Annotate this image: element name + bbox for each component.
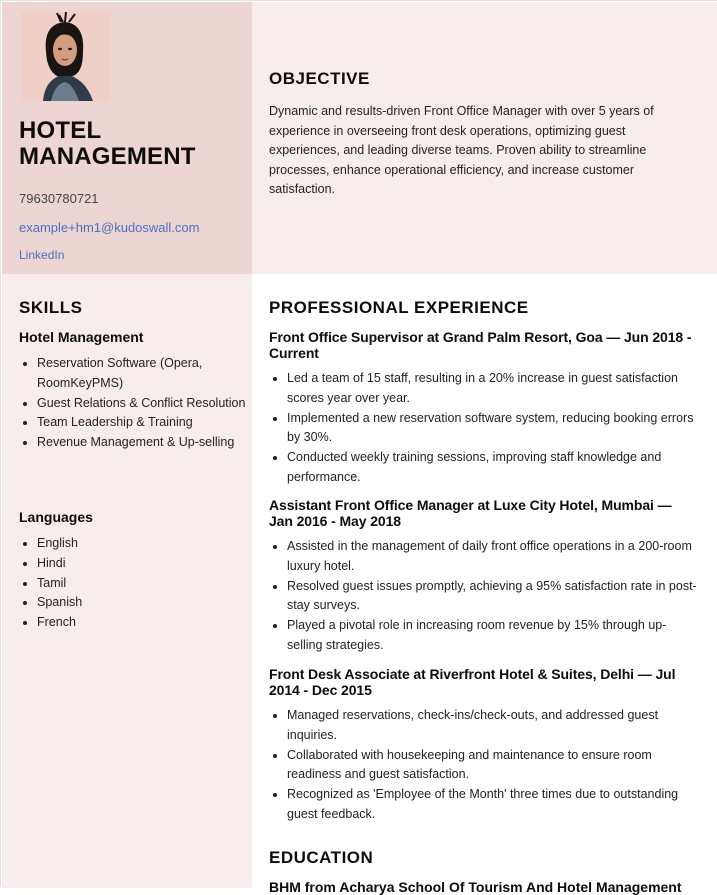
languages-list	[19, 534, 237, 633]
list-item: • Reservation Software (Opera, RoomKeyPMS)	[37, 354, 262, 394]
experience-entry	[269, 497, 699, 656]
list-item: • Conducted weekly training sessions, improving staff knowledge and performance.	[287, 448, 699, 488]
job-heading: Assistant Front Office Manager at Luxe City Hotel, Mumbai — Jan 2016 - May 2018	[269, 497, 672, 529]
job-bullets	[269, 537, 699, 656]
job-heading: Front Office Supervisor at Grand Palm Resort, Goa — Jun 2018 - Current	[269, 329, 692, 361]
email-link[interactable]: example+hm1@kudoswall.com	[19, 220, 200, 235]
list-item: • Resolved guest issues promptly, achieving a 95% satisfaction rate in post-stay surveys.	[287, 577, 699, 617]
list-item: • Implemented a new reservation software system, reducing booking errors by 30%.	[287, 409, 699, 449]
experience-title: PROFESSIONAL EXPERIENCE	[269, 298, 529, 317]
list-item: • Hindi	[37, 554, 237, 574]
list-item: • Collaborated with housekeeping and maintenance to ensure room readiness and guest satisfaction.	[287, 746, 699, 786]
hotel-management-heading: Hotel Management	[19, 329, 144, 345]
list-item: • English	[37, 534, 237, 554]
job-heading: Front Desk Associate at Riverfront Hotel & Suites, Delhi — Jul 2014 - Dec 2015	[269, 666, 676, 698]
job-bullets	[269, 706, 699, 825]
education-entry: BHM from Acharya School Of Tourism And Hotel Management	[269, 879, 682, 895]
list-item: • Managed reservations, check-ins/check-outs, and addressed guest inquiries.	[287, 706, 699, 746]
experience-entry	[269, 666, 699, 825]
list-item: • Spanish	[37, 593, 237, 613]
list-item: • Team Leadership & Training	[37, 413, 262, 433]
profile-photo	[21, 12, 110, 101]
list-item: • Recognized as 'Employee of the Month' three times due to outstanding guest feedback.	[287, 785, 699, 825]
objective-title: OBJECTIVE	[269, 69, 370, 88]
experience-entry	[269, 329, 699, 488]
education-title: EDUCATION	[269, 848, 374, 867]
objective-text: Dynamic and results-driven Front Office Manager with over 5 years of experience in overseeing front desk operations, optimizing guest experiences, and leading diverse teams. Proven ability to streamline processes, enhance operational efficiency, and increase customer satisfaction.	[269, 104, 654, 197]
languages-heading: Languages	[19, 509, 93, 525]
list-item: • Guest Relations & Conflict Resolution	[37, 394, 262, 414]
skills-title: SKILLS	[19, 298, 83, 317]
list-item: • Revenue Management & Up-selling	[37, 433, 262, 453]
hotel-management-list	[19, 354, 262, 453]
candidate-name: HOTEL MANAGEMENT	[19, 117, 196, 170]
list-item: • French	[37, 613, 237, 633]
list-item: • Led a team of 15 staff, resulting in a 20% increase in guest satisfaction scores year over year.	[287, 369, 699, 409]
list-item: • Tamil	[37, 574, 237, 594]
linkedin-link[interactable]: LinkedIn	[19, 248, 65, 262]
phone-number: 79630780721	[19, 191, 99, 206]
list-item: • Assisted in the management of daily front office operations in a 200-room luxury hotel.	[287, 537, 699, 577]
job-bullets	[269, 369, 699, 488]
list-item: • Played a pivotal role in increasing room revenue by 15% through up-selling strategies.	[287, 616, 699, 656]
